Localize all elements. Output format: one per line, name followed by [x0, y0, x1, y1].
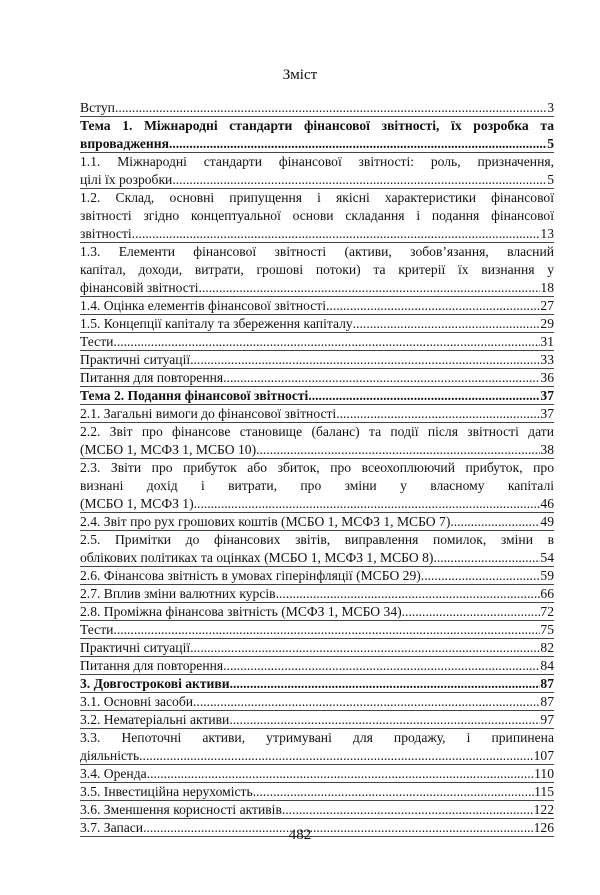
dot-leader: [421, 567, 541, 585]
toc-entry-text: 1.3. Елементи фінансової звітності (активи, зобов’язання, власний: [80, 244, 554, 259]
dot-leader: [336, 405, 540, 423]
toc-entry-text: 1.4. Оцінка елементів фінансової звітності: [80, 298, 327, 313]
toc-entry-leader-line: [80, 99, 554, 117]
toc-entry-leader-line: [80, 747, 554, 765]
toc-entry: [80, 405, 554, 423]
toc-entry-page: 87: [540, 694, 554, 709]
dot-leader: [450, 513, 540, 531]
toc-entry-page: 46: [540, 496, 554, 511]
toc-entry-page: 97: [540, 712, 554, 727]
toc-entry-page: 115: [534, 784, 554, 799]
toc-entry-text: Практичні ситуації: [80, 640, 191, 655]
toc-entry-text: (МСБО 1, МСФЗ 1): [80, 496, 194, 511]
toc-entry-page: 5: [547, 172, 554, 187]
toc-entry-text: 3.5. Інвестиційна нерухомість: [80, 784, 253, 799]
table-of-contents: [0, 99, 600, 837]
toc-entry: [80, 531, 554, 567]
toc-entry-text: 2.3. Звіти про прибуток або збиток, про всеохоплюючий прибуток, про: [80, 460, 554, 475]
dot-leader: [190, 639, 540, 657]
toc-entry-text: 3.1. Основні засоби: [80, 694, 194, 709]
toc-entry-page: 29: [540, 316, 554, 331]
toc-entry-leader-line: [80, 657, 554, 675]
toc-entry-page: 18: [540, 280, 554, 295]
toc-entry-page: 49: [540, 514, 554, 529]
dot-leader: [230, 675, 541, 693]
dot-leader: [139, 747, 533, 765]
toc-entry-leader-line: [80, 567, 554, 585]
toc-entry-leader-line: [80, 549, 554, 567]
toc-entry: [80, 801, 554, 819]
dot-leader: [353, 315, 541, 333]
dot-leader: [308, 387, 540, 405]
toc-entry-page: 75: [540, 622, 554, 637]
toc-entry-leader-line: [80, 711, 554, 729]
dot-leader: [256, 441, 540, 459]
toc-entry-text: 2.1. Загальні вимоги до фінансової звітності: [80, 406, 337, 421]
dot-leader: [172, 171, 547, 189]
toc-entry-page: 107: [533, 748, 554, 763]
dot-leader: [433, 549, 540, 567]
dot-leader: [199, 279, 541, 297]
toc-entry-page: 33: [540, 352, 554, 367]
toc-entry: [80, 459, 554, 513]
toc-entry-page: 38: [540, 442, 554, 457]
toc-entry-page: 31: [540, 334, 554, 349]
toc-entry: [80, 585, 554, 603]
dot-leader: [193, 693, 540, 711]
toc-entry-page: 37: [540, 388, 554, 403]
toc-entry-page: 84: [540, 658, 554, 673]
toc-entry-text: Тема 2. Подання фінансової звітності: [80, 388, 309, 403]
toc-entry: [80, 603, 554, 621]
toc-entry-text: 1.1. Міжнародні стандарти фінансової звітності: роль, призначення,: [80, 154, 554, 169]
dot-leader: [253, 783, 534, 801]
toc-entry-leader-line: [80, 513, 554, 531]
toc-entry-text: 2.5. Примітки до фінансових звітів, виправлення помилок, зміни в: [80, 532, 554, 547]
toc-entry: [80, 243, 554, 297]
toc-entry-page: 5: [547, 136, 554, 151]
dot-leader: [326, 297, 540, 315]
toc-entry-text: цілі їх розробки: [80, 172, 173, 187]
dot-leader: [132, 225, 541, 243]
toc-entry-leader-line: [80, 693, 554, 711]
toc-entry-leader-line: [80, 387, 554, 405]
toc-entry-leader-line: [80, 765, 554, 783]
toc-entry-leader-line: [80, 279, 554, 297]
toc-entry-text: капітал, доходи, витрати, грошові потоки) та критерії їх визнання у: [80, 262, 554, 277]
toc-entry-text: Вступ: [80, 100, 115, 115]
toc-entry: [80, 189, 554, 243]
dot-leader: [402, 603, 541, 621]
toc-entry: [80, 99, 554, 117]
toc-entry-text: 3. Довгострокові активи: [80, 676, 230, 691]
toc-entry-text: 1.2. Склад, основні припущення і якісні характеристики фінансової: [80, 190, 554, 205]
toc-entry-leader-line: [80, 801, 554, 819]
toc-entry-text: 3.6. Зменшення корисності активів: [80, 802, 282, 817]
toc-entry: [80, 765, 554, 783]
toc-entry-text: (МСБО 1, МСФЗ 1, МСБО 10): [80, 442, 257, 457]
toc-entry-page: 66: [540, 586, 554, 601]
toc-entry-leader-line: [80, 171, 554, 189]
toc-entry-page: 72: [540, 604, 554, 619]
toc-entry-text: Тема 1. Міжнародні стандарти фінансової звітності, їх розробка та: [80, 118, 554, 133]
toc-entry-page: 36: [540, 370, 554, 385]
toc-entry: [80, 351, 554, 369]
toc-entry-text: фінансовій звітності: [80, 280, 199, 295]
toc-entry-page: 126: [533, 820, 554, 835]
toc-entry-leader-line: [80, 405, 554, 423]
toc-entry-leader-line: [80, 225, 554, 243]
dot-leader: [282, 801, 534, 819]
toc-entry: [80, 711, 554, 729]
dot-leader: [113, 621, 540, 639]
toc-entry: [80, 423, 554, 459]
dot-leader: [169, 135, 547, 153]
toc-entry-text: Тести: [80, 334, 114, 349]
toc-entry: [80, 387, 554, 405]
toc-entry-leader-line: [80, 333, 554, 351]
toc-entry: [80, 315, 554, 333]
toc-entry: [80, 567, 554, 585]
toc-entry: [80, 639, 554, 657]
toc-entry-text: Тести: [80, 622, 114, 637]
toc-entry-text: діяльність: [80, 748, 140, 763]
toc-entry-text: 2.4. Звіт про рух грошових коштів (МСБО 1, МСФЗ 1, МСБО 7): [80, 514, 451, 529]
toc-entry: [80, 675, 554, 693]
toc-entry-text: звітності: [80, 226, 132, 241]
toc-entry-text: 2.8. Проміжна фінансова звітність (МСФЗ 1, МСБО 34): [80, 604, 402, 619]
toc-entry-text: Питання для повторення: [80, 370, 224, 385]
toc-entry-leader-line: [80, 585, 554, 603]
dot-leader: [229, 711, 540, 729]
toc-entry-page: 13: [540, 226, 554, 241]
toc-entry-leader-line: [80, 441, 554, 459]
dot-leader: [223, 369, 540, 387]
toc-entry-page: 122: [533, 802, 554, 817]
toc-entry-page: 82: [540, 640, 554, 655]
toc-entry-page: 54: [540, 550, 554, 565]
toc-entry-text: 2.7. Вплив зміни валютних курсів: [80, 586, 276, 601]
toc-entry: [80, 153, 554, 189]
toc-entry-leader-line: [80, 603, 554, 621]
toc-entry-text: облікових політиках та оцінках (МСБО 1, МСФЗ 1, МСБО 8): [80, 550, 434, 565]
toc-entry: [80, 297, 554, 315]
toc-entry-leader-line: [80, 621, 554, 639]
dot-leader: [147, 765, 534, 783]
toc-entry-text: Практичні ситуації: [80, 352, 191, 367]
toc-entry: [80, 369, 554, 387]
dot-leader: [276, 585, 541, 603]
toc-title: Зміст: [282, 67, 318, 83]
toc-entry-text: звітності згідно концептуальної основи складання і подання фінансової: [80, 208, 554, 223]
toc-entry: [80, 693, 554, 711]
toc-entry-leader-line: [80, 351, 554, 369]
toc-entry-leader-line: [80, 639, 554, 657]
toc-entry-text: 3.2. Нематеріальні активи: [80, 712, 230, 727]
toc-entry-leader-line: [80, 675, 554, 693]
toc-entry: [80, 729, 554, 765]
toc-entry-text: визнані дохід і витрати, про зміни у власному капіталі: [80, 478, 554, 493]
toc-entry-leader-line: [80, 369, 554, 387]
toc-entry-leader-line: [80, 783, 554, 801]
dot-leader: [194, 495, 541, 513]
toc-entry-leader-line: [80, 297, 554, 315]
toc-entry-text: 3.7. Запаси: [80, 820, 144, 835]
toc-entry-text: 1.5. Концепції капіталу та збереження капіталу: [80, 316, 353, 331]
toc-entry-leader-line: [80, 135, 554, 153]
toc-entry-page: 59: [540, 568, 554, 583]
toc-entry-text: впровадження: [80, 136, 169, 151]
toc-entry-text: Питання для повторення: [80, 658, 224, 673]
dot-leader: [223, 657, 540, 675]
toc-entry-page: 87: [540, 676, 554, 691]
toc-entry-text: 2.2. Звіт про фінансове становище (баланс) та події після звітності дати: [80, 424, 554, 439]
toc-entry-text: 3.3. Непоточні активи, утримувані для продажу, і припинена: [80, 730, 554, 745]
toc-entry-page: 110: [534, 766, 554, 781]
toc-entry-leader-line: [80, 495, 554, 513]
toc-entry: [80, 117, 554, 153]
toc-entry-leader-line: [80, 315, 554, 333]
toc-entry-page: 37: [540, 406, 554, 421]
toc-entry-page: 3: [547, 100, 554, 115]
toc-entry-page: 27: [540, 298, 554, 313]
dot-leader: [190, 351, 540, 369]
toc-entry: [80, 783, 554, 801]
toc-entry: [80, 333, 554, 351]
dot-leader: [115, 99, 547, 117]
toc-entry: [80, 621, 554, 639]
page-number: 482: [288, 827, 312, 843]
toc-entry-text: 3.4. Оренда: [80, 766, 147, 781]
toc-entry-text: 2.6. Фінансова звітність в умовах гіперінфляції (МСБО 29): [80, 568, 421, 583]
toc-entry: [80, 513, 554, 531]
dot-leader: [113, 333, 540, 351]
toc-entry: [80, 657, 554, 675]
